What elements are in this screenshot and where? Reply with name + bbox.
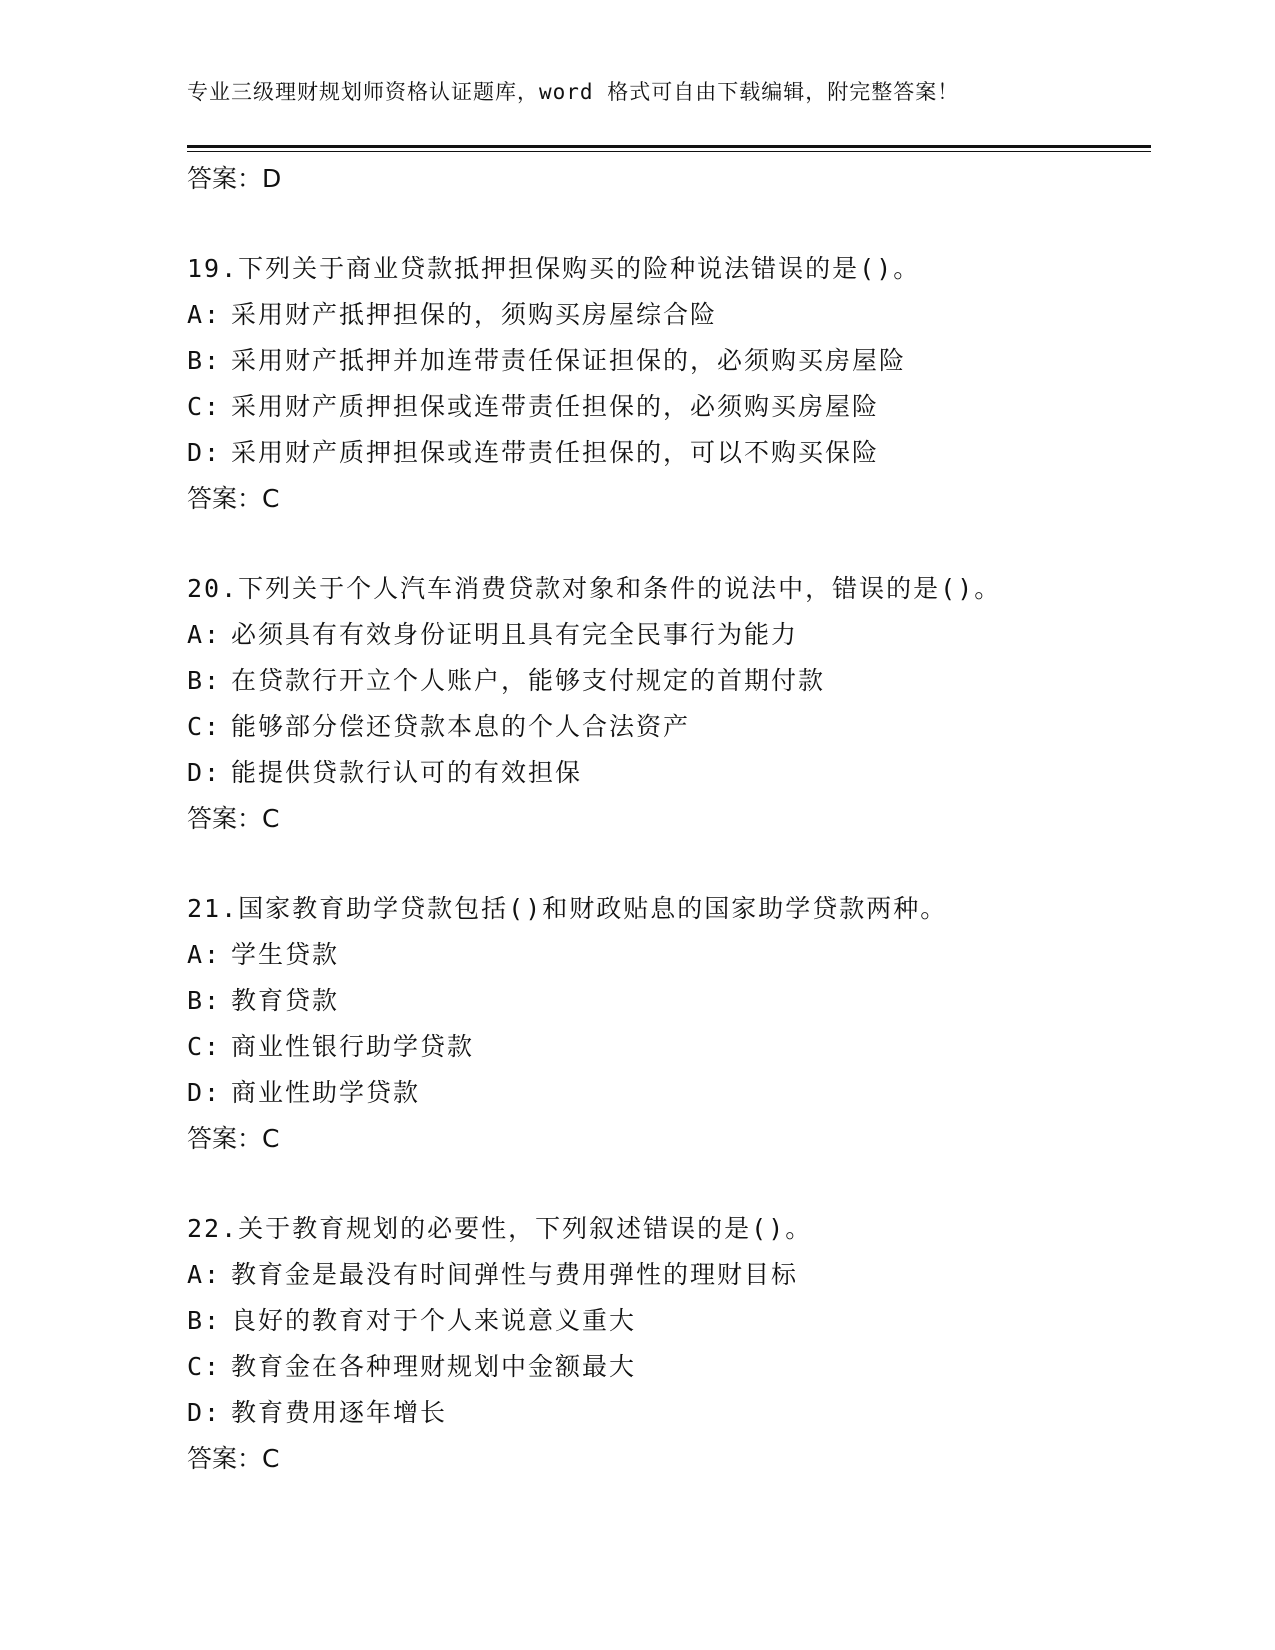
option-c xyxy=(187,1024,1151,1070)
option-letter: C: xyxy=(187,1032,222,1061)
header-divider xyxy=(187,145,1151,148)
answer: 答案：C xyxy=(187,484,280,513)
option-text: 教育金在各种理财规划中金额最大 xyxy=(231,1352,637,1381)
option-a xyxy=(187,932,1151,978)
option-text: 教育贷款 xyxy=(231,986,340,1015)
option-letter: C: xyxy=(187,1352,222,1381)
option-b xyxy=(187,338,1151,384)
option-text: 能提供贷款行认可的有效担保 xyxy=(231,758,583,787)
option-text: 采用财产抵押并加连带责任保证担保的，必须购买房屋险 xyxy=(231,346,907,375)
option-b xyxy=(187,658,1151,704)
option-text: 采用财产抵押担保的，须购买房屋综合险 xyxy=(231,300,718,329)
option-d xyxy=(187,750,1151,796)
option-a xyxy=(187,1252,1151,1298)
option-text: 必须具有有效身份证明且具有完全民事行为能力 xyxy=(231,620,799,649)
option-text: 商业性银行助学贷款 xyxy=(231,1032,475,1061)
question-19 xyxy=(187,246,1151,522)
option-text: 在贷款行开立个人账户，能够支付规定的首期付款 xyxy=(231,666,826,695)
question-21 xyxy=(187,886,1151,1162)
option-text: 教育费用逐年增长 xyxy=(231,1398,448,1427)
option-letter: A: xyxy=(187,620,222,649)
option-a xyxy=(187,612,1151,658)
option-c xyxy=(187,1344,1151,1390)
option-letter: B: xyxy=(187,666,222,695)
option-b xyxy=(187,1298,1151,1344)
option-d xyxy=(187,1070,1151,1116)
option-letter: D: xyxy=(187,758,222,787)
question-stem: 21.国家教育助学贷款包括()和财政贴息的国家助学贷款两种。 xyxy=(187,894,948,923)
option-text: 能够部分偿还贷款本息的个人合法资产 xyxy=(231,712,691,741)
option-d xyxy=(187,430,1151,476)
option-letter: C: xyxy=(187,712,222,741)
option-text: 采用财产质押担保或连带责任担保的，必须购买房屋险 xyxy=(231,392,880,421)
option-text: 教育金是最没有时间弹性与费用弹性的理财目标 xyxy=(231,1260,799,1289)
option-text: 良好的教育对于个人来说意义重大 xyxy=(231,1306,637,1335)
option-b xyxy=(187,978,1151,1024)
page-header: 专业三级理财规划师资格认证题库，word 格式可自由下载编辑，附完整答案！ xyxy=(187,80,960,104)
previous-answer: 答案：D xyxy=(187,164,282,193)
answer: 答案：C xyxy=(187,1124,280,1153)
option-letter: B: xyxy=(187,986,222,1015)
question-list xyxy=(187,156,1151,1482)
option-c xyxy=(187,384,1151,430)
option-a xyxy=(187,292,1151,338)
question-stem: 20.下列关于个人汽车消费贷款对象和条件的说法中，错误的是()。 xyxy=(187,574,1002,603)
question-stem: 22.关于教育规划的必要性，下列叙述错误的是()。 xyxy=(187,1214,813,1243)
option-text: 学生贷款 xyxy=(231,940,340,969)
question-stem: 19.下列关于商业贷款抵押担保购买的险种说法错误的是()。 xyxy=(187,254,921,283)
option-letter: D: xyxy=(187,1078,222,1107)
question-20 xyxy=(187,566,1151,842)
option-letter: A: xyxy=(187,940,222,969)
question-22 xyxy=(187,1206,1151,1482)
option-c xyxy=(187,704,1151,750)
option-letter: D: xyxy=(187,1398,222,1427)
option-text: 采用财产质押担保或连带责任担保的，可以不购买保险 xyxy=(231,438,880,467)
option-d xyxy=(187,1390,1151,1436)
option-letter: B: xyxy=(187,346,222,375)
option-text: 商业性助学贷款 xyxy=(231,1078,421,1107)
option-letter: A: xyxy=(187,300,222,329)
option-letter: D: xyxy=(187,438,222,467)
option-letter: C: xyxy=(187,392,222,421)
option-letter: B: xyxy=(187,1306,222,1335)
option-letter: A: xyxy=(187,1260,222,1289)
answer: 答案：C xyxy=(187,1444,280,1473)
answer: 答案：C xyxy=(187,804,280,833)
